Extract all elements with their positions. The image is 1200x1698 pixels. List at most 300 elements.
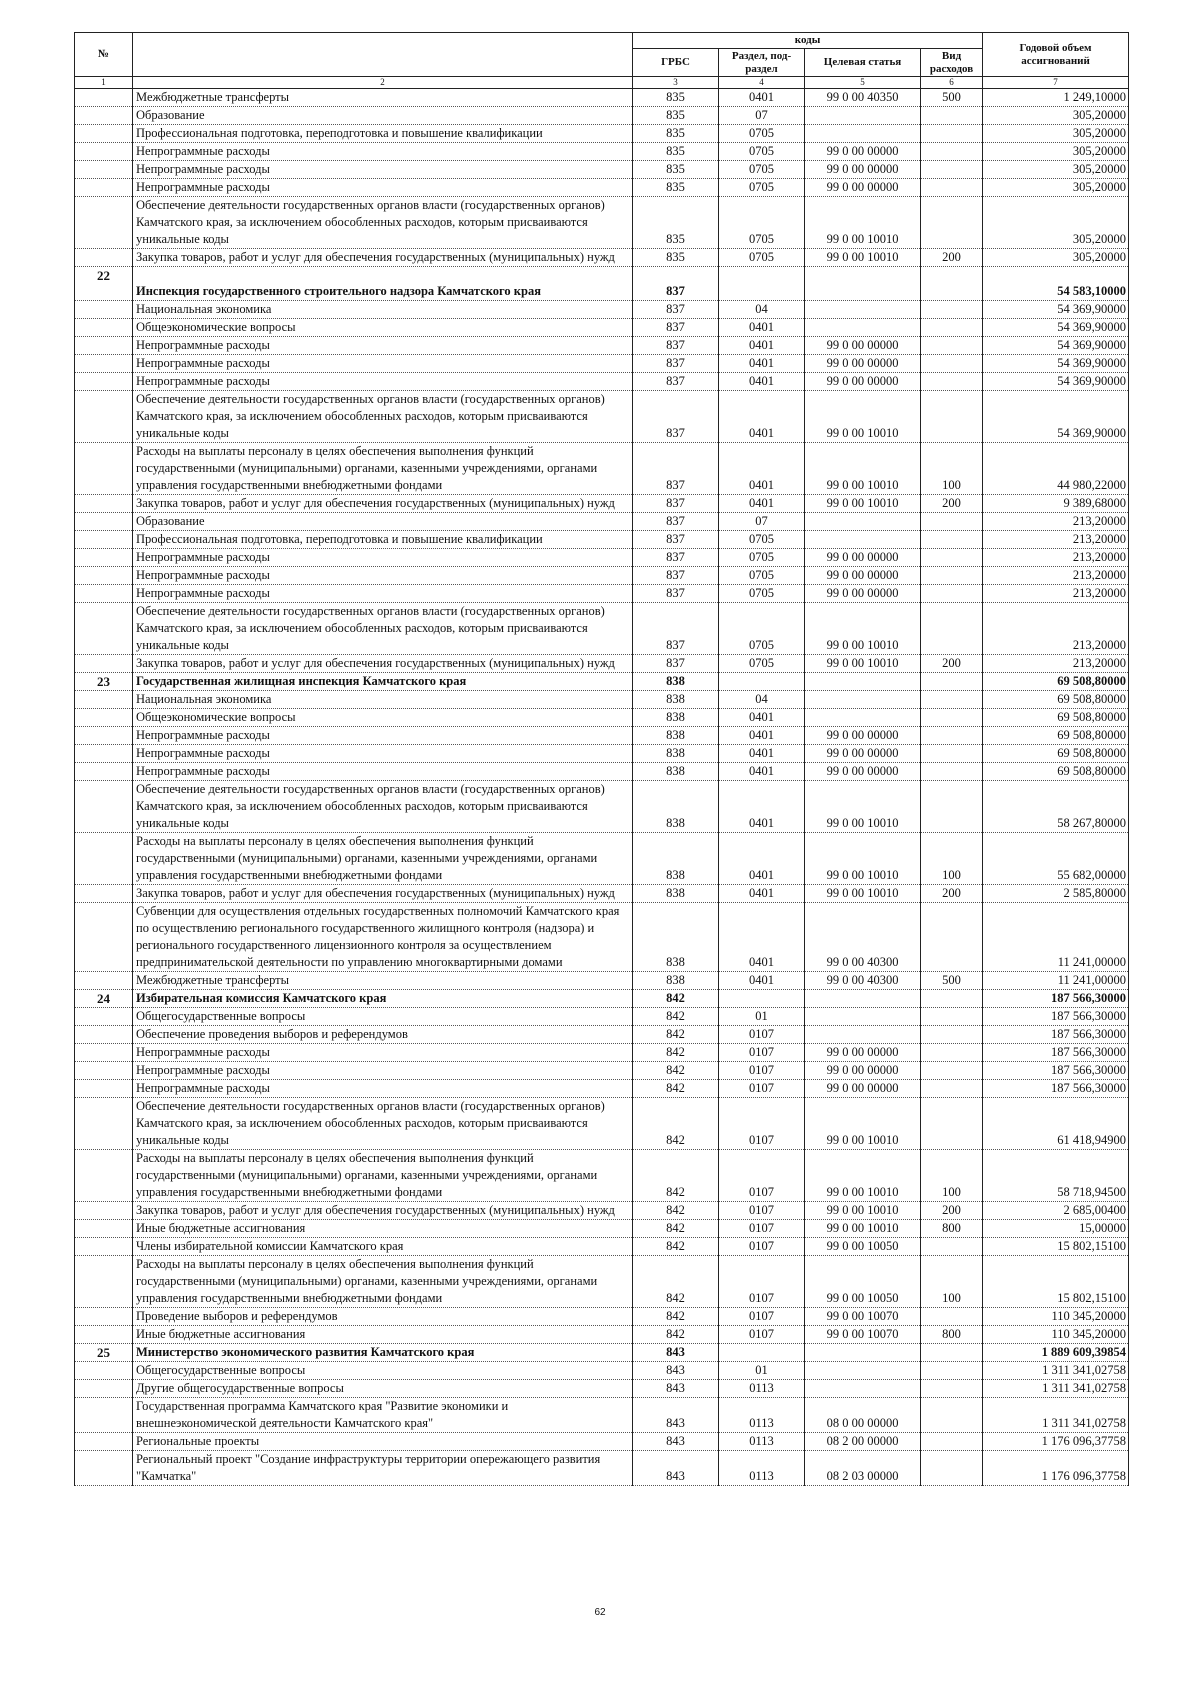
row-kind: 100: [921, 1256, 983, 1308]
row-number: [75, 513, 133, 531]
row-name: Расходы на выплаты персоналу в целях обеспечения выполнения функций государственными (муниципальными) органами, казенными учреждениями, органами управления государственными внебюджетными фондами: [133, 443, 633, 495]
row-grbs: 843: [633, 1362, 719, 1380]
table-row: [75, 972, 1129, 990]
row-amount: 69 508,80000: [983, 745, 1129, 763]
table-row: [75, 337, 1129, 355]
row-section: [719, 1344, 805, 1362]
row-target: 99 0 00 10010: [805, 655, 921, 673]
row-grbs: 837: [633, 355, 719, 373]
row-number: [75, 1080, 133, 1098]
row-target: 99 0 00 00000: [805, 1080, 921, 1098]
row-amount: 15 802,15100: [983, 1256, 1129, 1308]
row-kind: [921, 1362, 983, 1380]
row-target: 99 0 00 10010: [805, 1220, 921, 1238]
header-grbs: ГРБС: [633, 49, 719, 77]
row-name: Непрограммные расходы: [133, 179, 633, 197]
row-kind: [921, 1238, 983, 1256]
row-grbs: 837: [633, 531, 719, 549]
row-target: 99 0 00 10010: [805, 833, 921, 885]
row-section: 0705: [719, 567, 805, 585]
row-target: 99 0 00 00000: [805, 355, 921, 373]
table-row: [75, 1344, 1129, 1362]
row-name: Обеспечение деятельности государственных органов власти (государственных органов) Камчатского края, за исключением обособленных расходов, которым присваиваются уникальные коды: [133, 197, 633, 249]
row-number: [75, 727, 133, 745]
row-name: Общеэкономические вопросы: [133, 709, 633, 727]
table-row: [75, 1433, 1129, 1451]
row-section: 0107: [719, 1308, 805, 1326]
row-grbs: 838: [633, 745, 719, 763]
row-number: [75, 709, 133, 727]
row-amount: 2 585,80000: [983, 885, 1129, 903]
table-row: [75, 391, 1129, 443]
row-target: 99 0 00 10050: [805, 1256, 921, 1308]
row-kind: 200: [921, 1202, 983, 1220]
row-kind: [921, 319, 983, 337]
row-grbs: 842: [633, 1044, 719, 1062]
header-name: [133, 33, 633, 77]
row-number: 22: [75, 267, 133, 301]
column-index: 3: [633, 77, 719, 89]
row-section: 0107: [719, 1026, 805, 1044]
row-amount: 61 418,94900: [983, 1098, 1129, 1150]
row-section: 0705: [719, 531, 805, 549]
row-amount: 305,20000: [983, 125, 1129, 143]
row-grbs: 837: [633, 337, 719, 355]
row-section: 0107: [719, 1326, 805, 1344]
row-section: 0113: [719, 1398, 805, 1433]
row-name: Национальная экономика: [133, 301, 633, 319]
row-number: [75, 1098, 133, 1150]
row-target: 99 0 00 00000: [805, 549, 921, 567]
row-kind: 800: [921, 1220, 983, 1238]
table-row: [75, 1398, 1129, 1433]
row-number: [75, 1044, 133, 1062]
row-target: 99 0 00 00000: [805, 1044, 921, 1062]
row-amount: 54 583,10000: [983, 267, 1129, 301]
row-grbs: 842: [633, 1026, 719, 1044]
row-number: [75, 179, 133, 197]
row-name: Обеспечение проведения выборов и референдумов: [133, 1026, 633, 1044]
row-grbs: 838: [633, 833, 719, 885]
row-target: 99 0 00 00000: [805, 161, 921, 179]
row-section: 0401: [719, 972, 805, 990]
row-number: [75, 763, 133, 781]
row-section: 04: [719, 301, 805, 319]
row-name: Обеспечение деятельности государственных органов власти (государственных органов) Камчатского края, за исключением обособленных расходов, которым присваиваются уникальные коды: [133, 781, 633, 833]
row-target: 99 0 00 10010: [805, 249, 921, 267]
row-name: Непрограммные расходы: [133, 585, 633, 603]
table-row: [75, 1202, 1129, 1220]
row-target: [805, 301, 921, 319]
row-kind: [921, 567, 983, 585]
table-row: [75, 249, 1129, 267]
row-target: [805, 1380, 921, 1398]
row-section: [719, 990, 805, 1008]
table-row: [75, 179, 1129, 197]
row-section: 0107: [719, 1256, 805, 1308]
row-section: 0401: [719, 763, 805, 781]
row-number: [75, 301, 133, 319]
row-name: Члены избирательной комиссии Камчатского края: [133, 1238, 633, 1256]
row-section: 0401: [719, 727, 805, 745]
row-target: 99 0 00 10070: [805, 1326, 921, 1344]
row-kind: [921, 990, 983, 1008]
row-kind: [921, 355, 983, 373]
row-name: Непрограммные расходы: [133, 1062, 633, 1080]
table-row: [75, 903, 1129, 972]
row-target: 99 0 00 00000: [805, 337, 921, 355]
row-number: [75, 903, 133, 972]
row-name: Региональные проекты: [133, 1433, 633, 1451]
row-grbs: 842: [633, 1220, 719, 1238]
table-row: [75, 89, 1129, 107]
row-section: 07: [719, 107, 805, 125]
row-target: 99 0 00 10010: [805, 1098, 921, 1150]
row-target: 99 0 00 10010: [805, 495, 921, 513]
table-row: [75, 691, 1129, 709]
row-section: 01: [719, 1008, 805, 1026]
row-section: 0401: [719, 745, 805, 763]
row-amount: 213,20000: [983, 655, 1129, 673]
row-number: [75, 1008, 133, 1026]
row-section: 0401: [719, 709, 805, 727]
row-target: 99 0 00 40300: [805, 903, 921, 972]
column-index: 1: [75, 77, 133, 89]
row-kind: [921, 1433, 983, 1451]
row-amount: 1 311 341,02758: [983, 1362, 1129, 1380]
row-name: Непрограммные расходы: [133, 1044, 633, 1062]
row-number: [75, 567, 133, 585]
row-amount: 58 718,94500: [983, 1150, 1129, 1202]
row-amount: 1 176 096,37758: [983, 1433, 1129, 1451]
row-grbs: 835: [633, 161, 719, 179]
row-grbs: 843: [633, 1433, 719, 1451]
row-amount: 305,20000: [983, 107, 1129, 125]
row-name: Расходы на выплаты персоналу в целях обеспечения выполнения функций государственными (муниципальными) органами, казенными учреждениями, органами управления государственными внебюджетными фондами: [133, 1256, 633, 1308]
row-target: 99 0 00 00000: [805, 567, 921, 585]
row-name: Непрограммные расходы: [133, 727, 633, 745]
table-row: [75, 990, 1129, 1008]
row-target: 99 0 00 00000: [805, 763, 921, 781]
header-num: №: [75, 33, 133, 77]
header-section: Раздел, под-раздел: [719, 49, 805, 77]
row-grbs: 843: [633, 1380, 719, 1398]
row-section: 0705: [719, 161, 805, 179]
row-number: [75, 1062, 133, 1080]
row-name: Закупка товаров, работ и услуг для обеспечения государственных (муниципальных) нужд: [133, 1202, 633, 1220]
row-amount: 69 508,80000: [983, 673, 1129, 691]
column-index: 6: [921, 77, 983, 89]
page-number: 62: [594, 1607, 606, 1618]
row-grbs: 842: [633, 1256, 719, 1308]
table-row: [75, 443, 1129, 495]
row-number: [75, 249, 133, 267]
row-kind: [921, 673, 983, 691]
table-row: [75, 143, 1129, 161]
row-grbs: 837: [633, 567, 719, 585]
row-amount: 110 345,20000: [983, 1308, 1129, 1326]
row-target: [805, 1344, 921, 1362]
budget-allocation-table: [74, 32, 1129, 1486]
row-grbs: 837: [633, 391, 719, 443]
table-row: [75, 1062, 1129, 1080]
row-grbs: 838: [633, 727, 719, 745]
row-amount: 9 389,68000: [983, 495, 1129, 513]
row-amount: 11 241,00000: [983, 972, 1129, 990]
row-grbs: 837: [633, 513, 719, 531]
row-grbs: 837: [633, 549, 719, 567]
row-section: 0107: [719, 1150, 805, 1202]
row-name: Расходы на выплаты персоналу в целях обеспечения выполнения функций государственными (муниципальными) органами, казенными учреждениями, органами управления государственными внебюджетными фондами: [133, 1150, 633, 1202]
row-name: Закупка товаров, работ и услуг для обеспечения государственных (муниципальных) нужд: [133, 495, 633, 513]
row-section: 0401: [719, 89, 805, 107]
row-kind: 100: [921, 443, 983, 495]
row-section: 0113: [719, 1433, 805, 1451]
row-kind: [921, 903, 983, 972]
row-number: [75, 585, 133, 603]
row-target: [805, 513, 921, 531]
table-row: [75, 1308, 1129, 1326]
row-amount: 15,00000: [983, 1220, 1129, 1238]
row-section: 0401: [719, 443, 805, 495]
row-kind: [921, 1451, 983, 1486]
row-number: [75, 1220, 133, 1238]
column-index: 7: [983, 77, 1129, 89]
row-target: [805, 990, 921, 1008]
row-number: [75, 885, 133, 903]
table-row: [75, 107, 1129, 125]
row-kind: 800: [921, 1326, 983, 1344]
row-name: Национальная экономика: [133, 691, 633, 709]
row-target: [805, 267, 921, 301]
row-grbs: 835: [633, 125, 719, 143]
row-name: Обеспечение деятельности государственных органов власти (государственных органов) Камчатского края, за исключением обособленных расходов, которым присваиваются уникальные коды: [133, 603, 633, 655]
row-grbs: 843: [633, 1344, 719, 1362]
row-grbs: 842: [633, 990, 719, 1008]
row-grbs: 837: [633, 495, 719, 513]
row-grbs: 842: [633, 1238, 719, 1256]
row-grbs: 842: [633, 1008, 719, 1026]
row-amount: 69 508,80000: [983, 709, 1129, 727]
row-number: [75, 691, 133, 709]
row-name: Избирательная комиссия Камчатского края: [133, 990, 633, 1008]
row-grbs: 835: [633, 107, 719, 125]
row-grbs: 842: [633, 1308, 719, 1326]
table-row: [75, 495, 1129, 513]
row-number: [75, 972, 133, 990]
row-amount: 54 369,90000: [983, 355, 1129, 373]
table-body: [75, 89, 1129, 1486]
row-number: [75, 391, 133, 443]
row-amount: 1 249,10000: [983, 89, 1129, 107]
row-section: 0401: [719, 319, 805, 337]
table-row: [75, 781, 1129, 833]
table-row: [75, 709, 1129, 727]
row-number: [75, 1026, 133, 1044]
table-row: [75, 513, 1129, 531]
row-number: [75, 319, 133, 337]
row-number: [75, 745, 133, 763]
row-number: [75, 161, 133, 179]
row-kind: [921, 585, 983, 603]
row-section: [719, 267, 805, 301]
row-target: 99 0 00 40300: [805, 972, 921, 990]
row-section: 0107: [719, 1080, 805, 1098]
table-row: [75, 1326, 1129, 1344]
row-amount: 69 508,80000: [983, 691, 1129, 709]
row-name: Инспекция государственного строительного надзора Камчатского края: [133, 267, 633, 301]
row-grbs: 838: [633, 709, 719, 727]
table-row: [75, 673, 1129, 691]
row-name: Расходы на выплаты персоналу в целях обеспечения выполнения функций государственными (муниципальными) органами, казенными учреждениями, органами управления государственными внебюджетными фондами: [133, 833, 633, 885]
table-row: [75, 745, 1129, 763]
row-name: Непрограммные расходы: [133, 549, 633, 567]
row-kind: [921, 1398, 983, 1433]
row-target: [805, 1362, 921, 1380]
row-name: Государственная программа Камчатского края "Развитие экономики и внешнеэкономической деятельности Камчатского края": [133, 1398, 633, 1433]
row-amount: 213,20000: [983, 513, 1129, 531]
row-grbs: 842: [633, 1098, 719, 1150]
table-row: [75, 267, 1129, 301]
row-name: Непрограммные расходы: [133, 567, 633, 585]
row-number: [75, 89, 133, 107]
table-row: [75, 655, 1129, 673]
row-target: 99 0 00 10010: [805, 885, 921, 903]
row-kind: [921, 301, 983, 319]
table-row: [75, 1256, 1129, 1308]
row-section: 0107: [719, 1202, 805, 1220]
row-name: Обеспечение деятельности государственных органов власти (государственных органов) Камчатского края, за исключением обособленных расходов, которым присваиваются уникальные коды: [133, 1098, 633, 1150]
row-name: Закупка товаров, работ и услуг для обеспечения государственных (муниципальных) нужд: [133, 655, 633, 673]
row-kind: 500: [921, 89, 983, 107]
row-kind: [921, 513, 983, 531]
row-amount: 69 508,80000: [983, 763, 1129, 781]
table-row: [75, 301, 1129, 319]
row-number: [75, 143, 133, 161]
header-target: Целевая статья: [805, 49, 921, 77]
row-name: Субвенции для осуществления отдельных государственных полномочий Камчатского края по осуществлению регионального государственного жилищного контроля (надзора) и регионального государственного лицензионного контроля за осуществлением предпринимательской деятельности по управлению многоквартирными домами: [133, 903, 633, 972]
table-header: [75, 33, 1129, 89]
row-kind: [921, 763, 983, 781]
row-kind: [921, 1080, 983, 1098]
row-grbs: 842: [633, 1150, 719, 1202]
row-number: 25: [75, 1344, 133, 1362]
row-amount: 213,20000: [983, 549, 1129, 567]
row-kind: [921, 691, 983, 709]
row-kind: [921, 781, 983, 833]
row-name: Непрограммные расходы: [133, 143, 633, 161]
row-kind: [921, 603, 983, 655]
row-section: 0113: [719, 1380, 805, 1398]
row-kind: [921, 179, 983, 197]
row-kind: 200: [921, 249, 983, 267]
row-number: [75, 373, 133, 391]
row-grbs: 837: [633, 443, 719, 495]
table-row: [75, 1008, 1129, 1026]
row-amount: 305,20000: [983, 143, 1129, 161]
table-row: [75, 603, 1129, 655]
row-target: [805, 319, 921, 337]
row-number: [75, 1451, 133, 1486]
row-amount: 54 369,90000: [983, 373, 1129, 391]
row-number: [75, 1150, 133, 1202]
row-name: Общеэкономические вопросы: [133, 319, 633, 337]
row-name: Непрограммные расходы: [133, 355, 633, 373]
row-section: 07: [719, 513, 805, 531]
row-target: 08 2 03 00000: [805, 1451, 921, 1486]
row-target: 99 0 00 00000: [805, 373, 921, 391]
column-index: 5: [805, 77, 921, 89]
row-grbs: 837: [633, 603, 719, 655]
row-section: 0705: [719, 143, 805, 161]
table-row: [75, 373, 1129, 391]
row-target: [805, 125, 921, 143]
row-section: [719, 673, 805, 691]
row-kind: [921, 531, 983, 549]
row-kind: [921, 391, 983, 443]
row-name: Непрограммные расходы: [133, 1080, 633, 1098]
row-kind: [921, 1062, 983, 1080]
row-number: [75, 1380, 133, 1398]
row-target: [805, 107, 921, 125]
row-target: 99 0 00 00000: [805, 179, 921, 197]
row-target: 08 0 00 00000: [805, 1398, 921, 1433]
row-number: [75, 355, 133, 373]
row-number: [75, 125, 133, 143]
row-kind: [921, 107, 983, 125]
row-amount: 187 566,30000: [983, 1026, 1129, 1044]
row-target: [805, 1008, 921, 1026]
row-name: Непрограммные расходы: [133, 373, 633, 391]
row-name: Проведение выборов и референдумов: [133, 1308, 633, 1326]
row-section: 0401: [719, 781, 805, 833]
row-section: 0113: [719, 1451, 805, 1486]
row-kind: [921, 727, 983, 745]
row-grbs: 842: [633, 1080, 719, 1098]
row-section: 0107: [719, 1220, 805, 1238]
row-amount: 44 980,22000: [983, 443, 1129, 495]
row-kind: [921, 143, 983, 161]
row-amount: 11 241,00000: [983, 903, 1129, 972]
row-name: Обеспечение деятельности государственных органов власти (государственных органов) Камчатского края, за исключением обособленных расходов, которым присваиваются уникальные коды: [133, 391, 633, 443]
row-section: 04: [719, 691, 805, 709]
row-grbs: 835: [633, 89, 719, 107]
row-section: 0107: [719, 1098, 805, 1150]
table-row: [75, 1150, 1129, 1202]
row-section: 0705: [719, 197, 805, 249]
table-row: [75, 1098, 1129, 1150]
row-name: Общегосударственные вопросы: [133, 1362, 633, 1380]
row-name: Региональный проект "Создание инфраструктуры территории опережающего развития "Камчатка": [133, 1451, 633, 1486]
row-amount: 305,20000: [983, 197, 1129, 249]
row-kind: [921, 745, 983, 763]
row-number: [75, 1202, 133, 1220]
row-grbs: 835: [633, 179, 719, 197]
row-amount: 54 369,90000: [983, 391, 1129, 443]
row-section: 01: [719, 1362, 805, 1380]
row-grbs: 837: [633, 267, 719, 301]
table-row: [75, 833, 1129, 885]
row-target: 99 0 00 10010: [805, 1150, 921, 1202]
row-grbs: 837: [633, 655, 719, 673]
table-row: [75, 567, 1129, 585]
table-row: [75, 161, 1129, 179]
row-kind: [921, 1308, 983, 1326]
row-amount: 1 311 341,02758: [983, 1380, 1129, 1398]
row-target: 99 0 00 00000: [805, 727, 921, 745]
row-name: Непрограммные расходы: [133, 763, 633, 781]
row-number: [75, 337, 133, 355]
